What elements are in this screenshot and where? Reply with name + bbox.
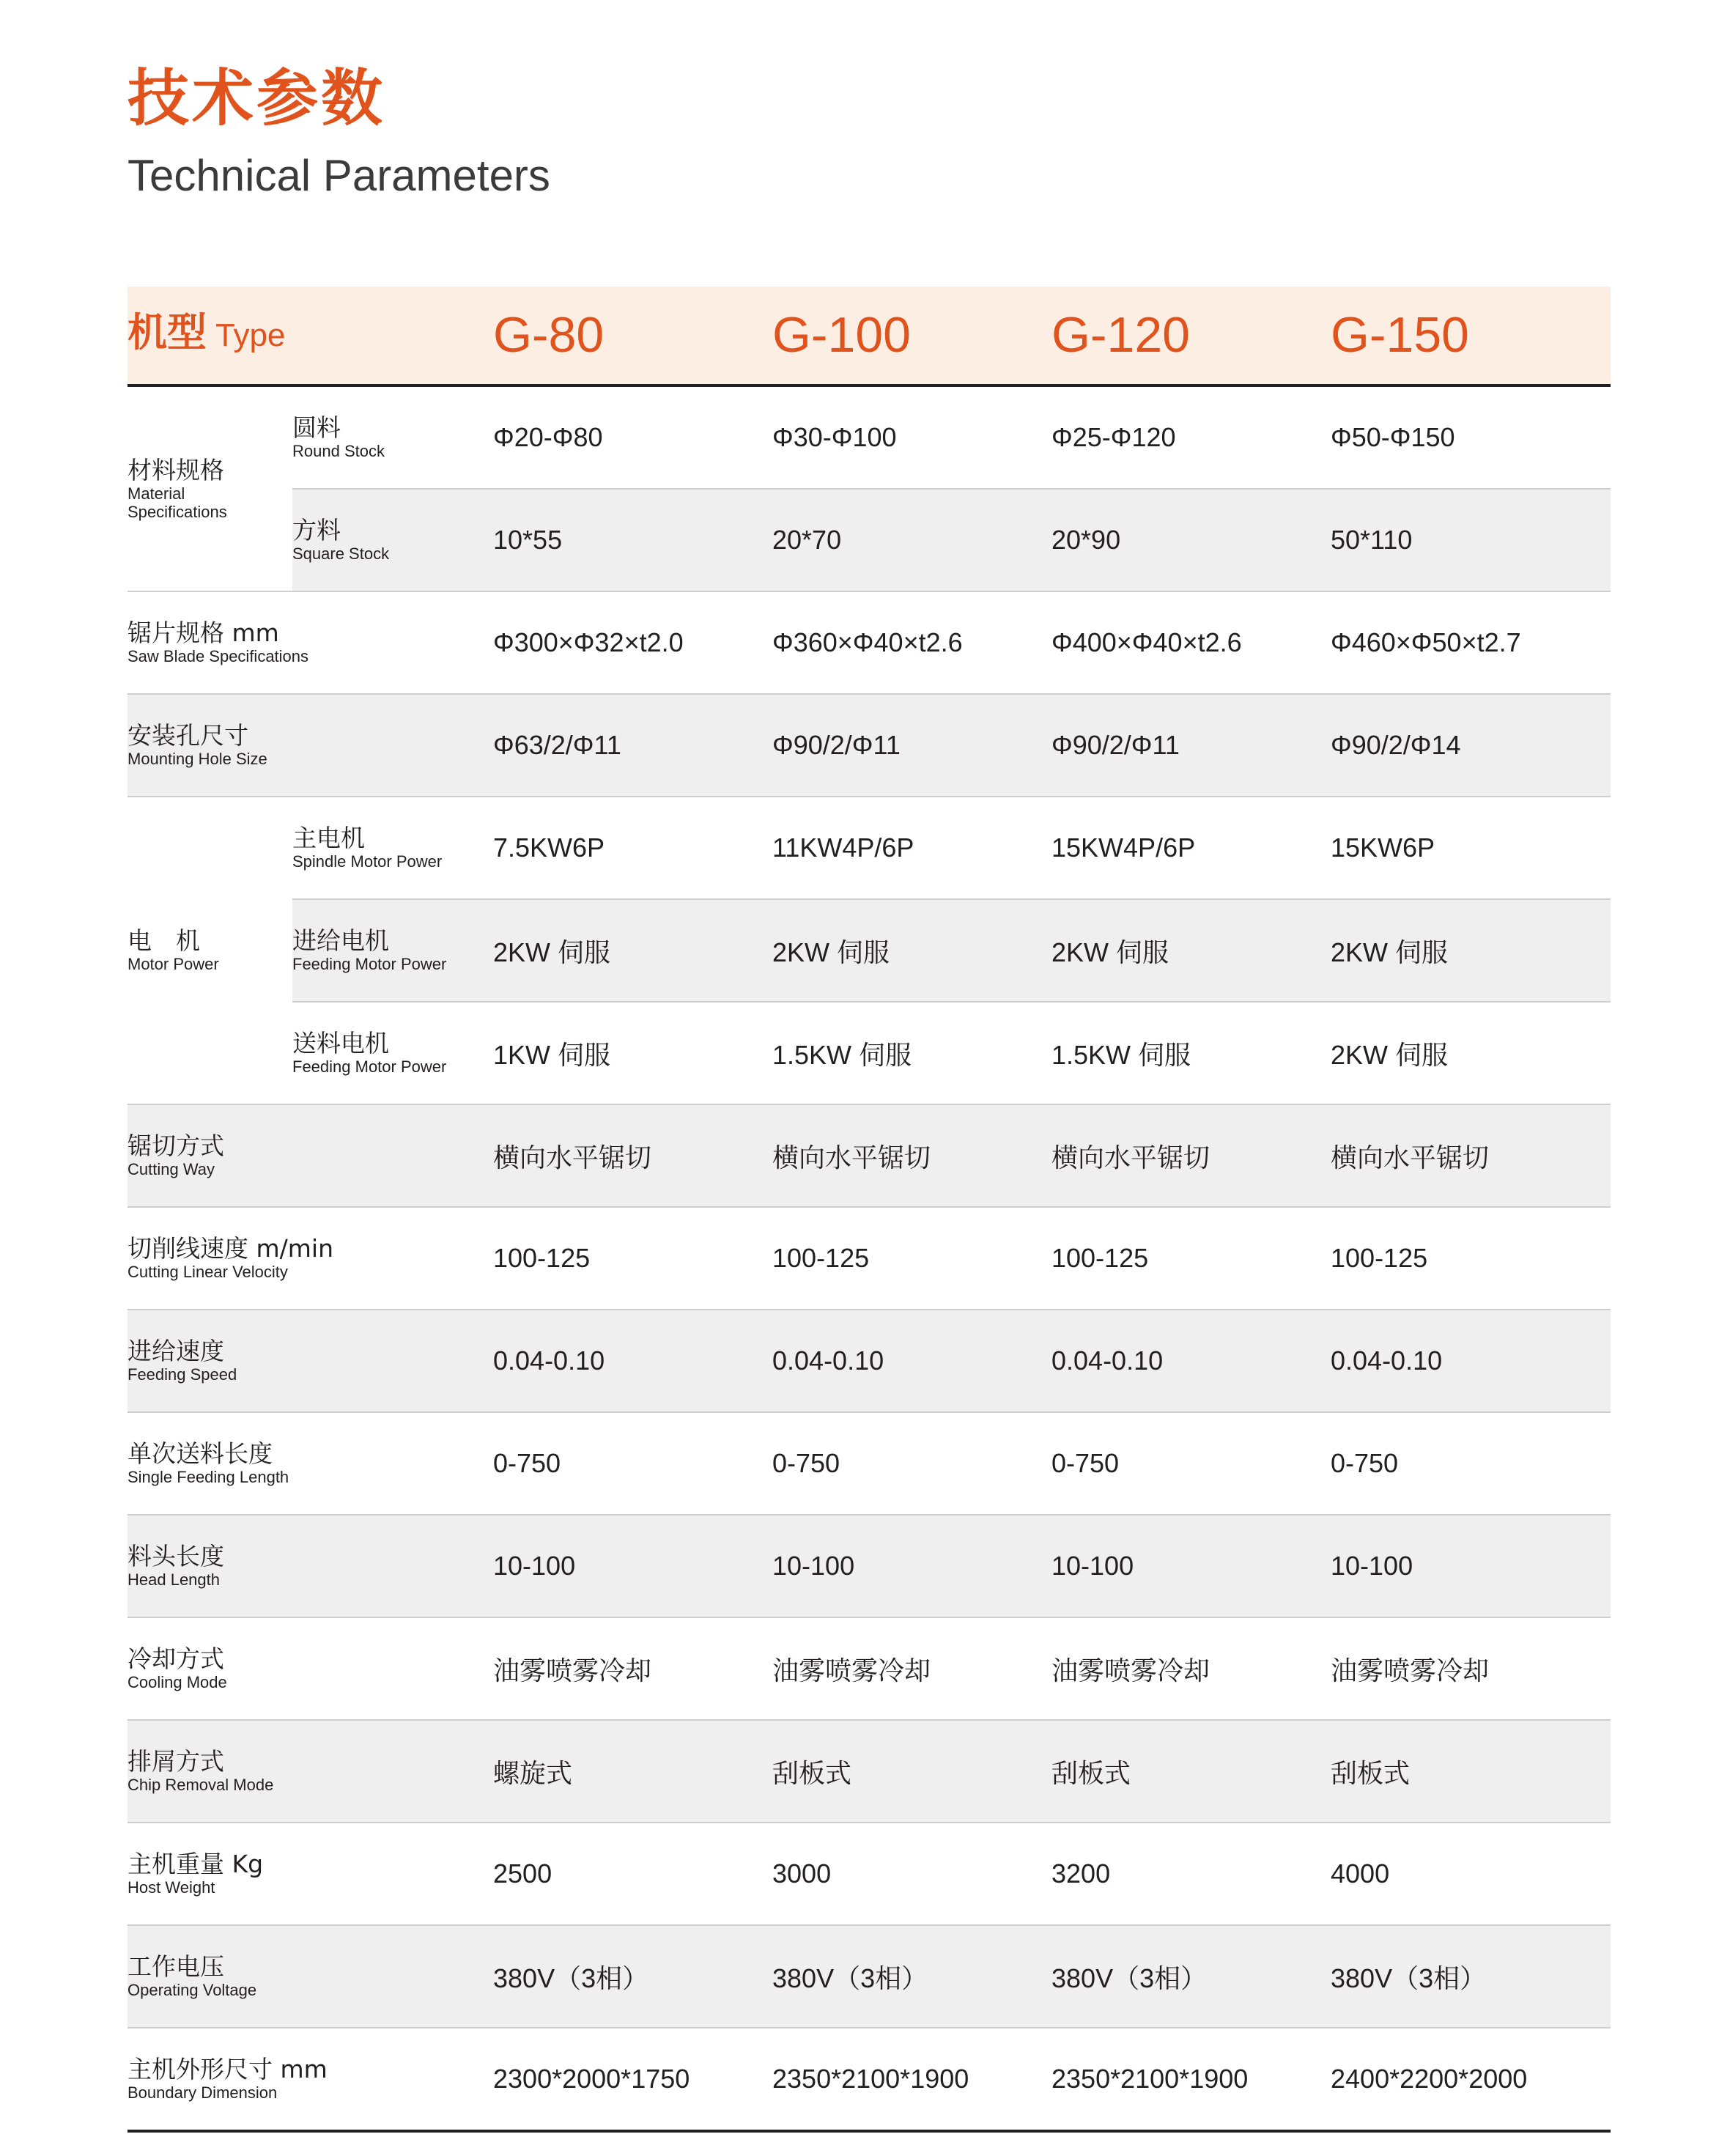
row-label-en: Cutting Linear Velocity — [127, 1263, 288, 1282]
table-row — [292, 1003, 1611, 1104]
row-label-en: Chip Removal Mode — [127, 1776, 274, 1795]
sub-label — [292, 797, 442, 898]
row-label — [127, 1105, 224, 1206]
motor-label-en: Motor Power — [127, 955, 219, 974]
spec-table — [127, 287, 1611, 2133]
material-label-en: Material — [127, 484, 185, 503]
table-row — [292, 490, 1611, 591]
row-label-cn: 主机外形尺寸 mm — [127, 2055, 328, 2084]
table-cell: 10-100 — [1051, 1551, 1134, 1581]
table-cell: 100-125 — [772, 1243, 870, 1273]
model-header: G-120 — [1051, 307, 1190, 363]
table-cell: 1.5KW 伺服 — [772, 1039, 912, 1070]
sub-label-cn: 圆料 — [292, 413, 341, 443]
table-cell: 0-750 — [493, 1448, 561, 1478]
type-label-cn: 机型 — [127, 309, 207, 355]
table-cell: Φ90/2/Φ14 — [1331, 730, 1461, 760]
type-label-en: Type — [215, 317, 286, 353]
table-cell: 刮板式 — [772, 1757, 852, 1788]
motor-label — [127, 797, 292, 1104]
table-cell: Φ360×Φ40×t2.6 — [772, 627, 963, 657]
sub-label — [292, 900, 446, 1001]
table-row — [127, 1926, 1611, 2028]
page-title: 技术参数 — [127, 62, 386, 134]
table-cell: 0-750 — [772, 1448, 840, 1478]
row-label-en: Saw Blade Specifications — [127, 647, 309, 666]
row-label — [127, 592, 308, 693]
sub-label-en: Square Stock — [292, 544, 390, 564]
page-subtitle: Technical Parameters — [127, 151, 550, 200]
row-label-cn: 锯片规格 mm — [127, 619, 279, 648]
table-row — [127, 1823, 1611, 1926]
table-cell: 0.04-0.10 — [493, 1345, 605, 1376]
table-cell: 2500 — [493, 1858, 552, 1889]
table-cell: 螺旋式 — [493, 1757, 573, 1788]
table-row — [127, 1618, 1611, 1721]
sub-label-en: Feeding Motor Power — [292, 1057, 447, 1077]
table-cell: 2KW 伺服 — [493, 937, 611, 967]
row-label-en: Boundary Dimension — [127, 2083, 278, 2103]
table-row — [127, 1413, 1611, 1516]
model-header: G-80 — [493, 307, 605, 363]
sub-label-cn: 方料 — [292, 516, 341, 545]
table-cell: 2350*2100*1900 — [1051, 2064, 1249, 2094]
table-cell: 10-100 — [493, 1551, 576, 1581]
table-cell: Φ63/2/Φ11 — [493, 730, 621, 760]
table-row — [127, 695, 1611, 797]
sub-label — [292, 387, 385, 488]
table-cell: 3000 — [772, 1858, 832, 1889]
material-group — [127, 387, 1611, 592]
row-label-cn: 单次送料长度 — [127, 1439, 273, 1469]
table-cell: 2KW 伺服 — [1051, 937, 1169, 967]
row-label — [127, 2028, 328, 2130]
row-label-cn: 料头长度 — [127, 1542, 224, 1571]
table-cell: 100-125 — [1051, 1243, 1149, 1273]
row-label-en: Mounting Hole Size — [127, 750, 267, 769]
table-cell: Φ90/2/Φ11 — [1051, 730, 1180, 760]
table-cell: Φ400×Φ40×t2.6 — [1051, 627, 1242, 657]
table-cell: 380V（3相） — [772, 1963, 928, 1993]
row-label-en: Head Length — [127, 1570, 220, 1590]
table-cell: 0.04-0.10 — [772, 1345, 884, 1376]
table-row — [127, 1516, 1611, 1618]
table-row — [292, 900, 1611, 1003]
material-label-en: Specifications — [127, 502, 227, 521]
material-label-cn: 材料规格 — [127, 455, 224, 484]
table-row — [127, 1310, 1611, 1413]
table-cell: 15KW4P/6P — [1051, 833, 1196, 863]
sub-label-cn: 进给电机 — [292, 926, 389, 956]
sub-label-en: Spindle Motor Power — [292, 852, 443, 871]
type-header-label — [127, 309, 286, 355]
row-label-cn: 冷却方式 — [127, 1644, 224, 1674]
table-cell: 3200 — [1051, 1858, 1111, 1889]
table-cell: 2KW 伺服 — [1331, 937, 1449, 967]
table-cell: 0.04-0.10 — [1051, 1345, 1164, 1376]
motor-label-cn: 电 机 — [127, 926, 200, 956]
table-cell: 横向水平锯切 — [1051, 1142, 1210, 1173]
table-cell: 横向水平锯切 — [772, 1142, 931, 1173]
table-cell: 20*70 — [772, 525, 842, 555]
table-row — [127, 1721, 1611, 1823]
row-label — [127, 1516, 224, 1617]
table-cell: 0-750 — [1331, 1448, 1399, 1478]
table-cell: 油雾喷雾冷却 — [1051, 1655, 1210, 1686]
row-label-en: Single Feeding Length — [127, 1468, 289, 1487]
table-cell: 2KW 伺服 — [772, 937, 890, 967]
table-cell: Φ460×Φ50×t2.7 — [1331, 627, 1521, 657]
table-cell: 横向水平锯切 — [1331, 1142, 1490, 1173]
table-header — [127, 287, 1611, 387]
table-cell: 0.04-0.10 — [1331, 1345, 1443, 1376]
row-label-cn: 主机重量 Kg — [127, 1850, 264, 1879]
table-cell: Φ20-Φ80 — [493, 422, 603, 452]
table-cell: Φ50-Φ150 — [1331, 422, 1455, 452]
table-cell: Φ90/2/Φ11 — [772, 730, 901, 760]
row-label-cn: 安装孔尺寸 — [127, 721, 248, 750]
row-label-en: Operating Voltage — [127, 1981, 257, 2000]
table-cell: 横向水平锯切 — [493, 1142, 652, 1173]
row-label — [127, 1208, 333, 1309]
model-header: G-100 — [772, 307, 911, 363]
table-cell: 11KW4P/6P — [772, 833, 914, 863]
row-label-cn: 锯切方式 — [127, 1131, 224, 1161]
table-row — [292, 387, 1611, 490]
table-cell: 油雾喷雾冷却 — [493, 1655, 652, 1686]
sub-label-cn: 主电机 — [292, 824, 365, 853]
table-cell: Φ30-Φ100 — [772, 422, 897, 452]
table-cell: 2300*2000*1750 — [493, 2064, 690, 2094]
table-cell: 2400*2200*2000 — [1331, 2064, 1528, 2094]
table-cell: 100-125 — [1331, 1243, 1428, 1273]
motor-group — [127, 797, 1611, 1105]
table-cell: 7.5KW6P — [493, 833, 605, 863]
table-cell: 2KW 伺服 — [1331, 1039, 1449, 1070]
sub-label-cn: 送料电机 — [292, 1029, 389, 1058]
table-cell: Φ25-Φ120 — [1051, 422, 1176, 452]
table-row — [127, 2028, 1611, 2133]
table-cell: 50*110 — [1331, 525, 1413, 555]
table-cell: 100-125 — [493, 1243, 591, 1273]
table-cell: 15KW6P — [1331, 833, 1435, 863]
table-cell: 380V（3相） — [493, 1963, 649, 1993]
row-label-cn: 工作电压 — [127, 1952, 224, 1982]
material-label — [127, 387, 292, 591]
sub-label-en: Round Stock — [292, 442, 385, 461]
table-row — [127, 1105, 1611, 1208]
row-label-en: Feeding Speed — [127, 1365, 237, 1384]
row-label-cn: 进给速度 — [127, 1337, 224, 1366]
table-row — [127, 592, 1611, 695]
sub-label — [292, 490, 389, 591]
table-cell: 10-100 — [1331, 1551, 1413, 1581]
row-label-en: Host Weight — [127, 1878, 215, 1897]
table-cell: 刮板式 — [1051, 1757, 1131, 1788]
table-cell: 1KW 伺服 — [493, 1039, 611, 1070]
table-cell: 1.5KW 伺服 — [1051, 1039, 1191, 1070]
table-cell: 10-100 — [772, 1551, 855, 1581]
sub-label — [292, 1003, 446, 1104]
table-cell: 油雾喷雾冷却 — [772, 1655, 931, 1686]
row-label — [127, 695, 267, 796]
row-label — [127, 1413, 289, 1514]
row-label — [127, 1310, 237, 1411]
table-cell: 380V（3相） — [1331, 1963, 1487, 1993]
table-row — [127, 1208, 1611, 1310]
row-label — [127, 1926, 256, 2027]
model-header: G-150 — [1331, 307, 1469, 363]
table-cell: 2350*2100*1900 — [772, 2064, 969, 2094]
table-cell: 380V（3相） — [1051, 1963, 1208, 1993]
table-cell: 油雾喷雾冷却 — [1331, 1655, 1490, 1686]
table-cell: 刮板式 — [1331, 1757, 1411, 1788]
sub-label-en: Feeding Motor Power — [292, 955, 447, 974]
row-label-en: Cutting Way — [127, 1160, 215, 1179]
table-row — [292, 797, 1611, 900]
table-cell: 10*55 — [493, 525, 563, 555]
table-cell: 4000 — [1331, 1858, 1390, 1889]
row-label-cn: 切削线速度 m/min — [127, 1234, 333, 1263]
row-label — [127, 1721, 273, 1822]
row-label — [127, 1823, 263, 1924]
row-label — [127, 1618, 227, 1719]
table-cell: Φ300×Φ32×t2.0 — [493, 627, 684, 657]
table-cell: 20*90 — [1051, 525, 1121, 555]
row-label-en: Cooling Mode — [127, 1673, 227, 1692]
table-cell: 0-750 — [1051, 1448, 1120, 1478]
row-label-cn: 排屑方式 — [127, 1747, 224, 1776]
